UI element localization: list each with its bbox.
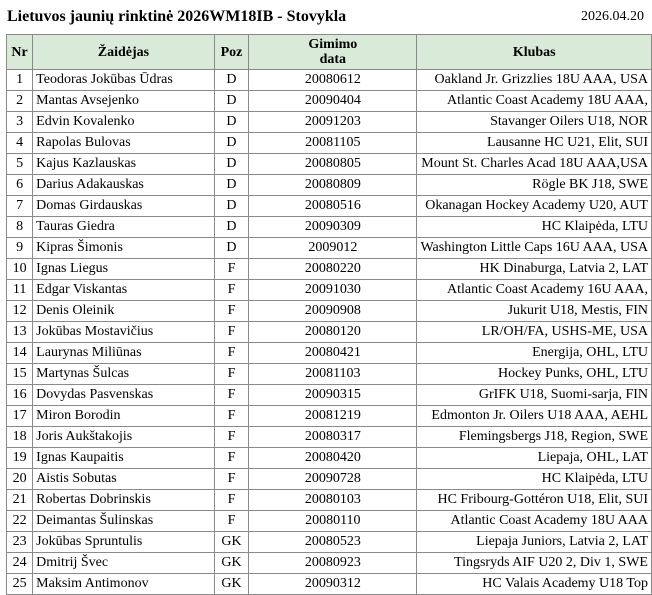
cell-position: D	[214, 175, 248, 196]
column-header-club: Klubas	[417, 35, 652, 70]
table-row	[7, 469, 652, 490]
cell-club: HC Klaipėda, LTU	[417, 217, 652, 238]
cell-player-name: Ignas Liegus	[33, 259, 215, 280]
cell-position: D	[214, 91, 248, 112]
cell-player-name: Dovydas Pasvenskas	[33, 385, 215, 406]
cell-club: Oakland Jr. Grizzlies 18U AAA, USA	[417, 70, 652, 91]
cell-position: GK	[214, 532, 248, 553]
cell-position: F	[214, 448, 248, 469]
cell-nr: 5	[7, 154, 33, 175]
cell-position: F	[214, 490, 248, 511]
cell-nr: 3	[7, 112, 33, 133]
cell-position: F	[214, 343, 248, 364]
cell-player-name: Maksim Antimonov	[33, 574, 215, 595]
table-row	[7, 427, 652, 448]
cell-club: Stavanger Oilers U18, NOR	[417, 112, 652, 133]
cell-birth-date: 20090728	[249, 469, 417, 490]
cell-nr: 14	[7, 343, 33, 364]
cell-position: D	[214, 112, 248, 133]
cell-birth-date: 20080421	[249, 343, 417, 364]
cell-nr: 13	[7, 322, 33, 343]
table-row	[7, 301, 652, 322]
cell-nr: 8	[7, 217, 33, 238]
table-row	[7, 112, 652, 133]
table-row	[7, 322, 652, 343]
cell-position: GK	[214, 553, 248, 574]
table-row	[7, 217, 652, 238]
cell-nr: 25	[7, 574, 33, 595]
column-header-nr: Nr	[7, 35, 33, 70]
cell-player-name: Edvin Kovalenko	[33, 112, 215, 133]
table-header-row	[7, 35, 652, 70]
cell-position: D	[214, 70, 248, 91]
cell-birth-date: 2009012	[249, 238, 417, 259]
table-row	[7, 532, 652, 553]
cell-club: Atlantic Coast Academy 16U AAA,	[417, 280, 652, 301]
cell-club: HC Valais Academy U18 Top	[417, 574, 652, 595]
cell-player-name: Aistis Sobutas	[33, 469, 215, 490]
cell-position: F	[214, 406, 248, 427]
cell-position: D	[214, 154, 248, 175]
cell-club: HK Dinaburga, Latvia 2, LAT	[417, 259, 652, 280]
cell-player-name: Kipras Šimonis	[33, 238, 215, 259]
cell-club: HC Klaipėda, LTU	[417, 469, 652, 490]
table-row	[7, 133, 652, 154]
cell-position: F	[214, 364, 248, 385]
cell-birth-date: 20081103	[249, 364, 417, 385]
cell-club: Lausanne HC U21, Elit, SUI	[417, 133, 652, 154]
cell-birth-date: 20080110	[249, 511, 417, 532]
cell-player-name: Kajus Kazlauskas	[33, 154, 215, 175]
cell-player-name: Robertas Dobrinskis	[33, 490, 215, 511]
cell-player-name: Dmitrij Švec	[33, 553, 215, 574]
cell-player-name: Rapolas Bulovas	[33, 133, 215, 154]
cell-position: D	[214, 217, 248, 238]
cell-nr: 6	[7, 175, 33, 196]
cell-player-name: Mantas Avsejenko	[33, 91, 215, 112]
cell-club: Liepaja, OHL, LAT	[417, 448, 652, 469]
cell-position: D	[214, 196, 248, 217]
cell-birth-date: 20081105	[249, 133, 417, 154]
cell-club: Hockey Punks, OHL, LTU	[417, 364, 652, 385]
table-row	[7, 364, 652, 385]
column-header-player: Žaidėjas	[33, 35, 215, 70]
cell-position: F	[214, 511, 248, 532]
cell-club: Rögle BK J18, SWE	[417, 175, 652, 196]
table-row	[7, 154, 652, 175]
table-row	[7, 70, 652, 91]
cell-player-name: Jokūbas Spruntulis	[33, 532, 215, 553]
cell-player-name: Martynas Šulcas	[33, 364, 215, 385]
roster-table	[6, 34, 652, 595]
table-row	[7, 238, 652, 259]
cell-nr: 24	[7, 553, 33, 574]
cell-birth-date: 20080809	[249, 175, 417, 196]
cell-player-name: Laurynas Miliūnas	[33, 343, 215, 364]
cell-player-name: Miron Borodin	[33, 406, 215, 427]
cell-nr: 22	[7, 511, 33, 532]
cell-club: Energija, OHL, LTU	[417, 343, 652, 364]
cell-nr: 21	[7, 490, 33, 511]
cell-player-name: Ignas Kaupaitis	[33, 448, 215, 469]
cell-birth-date: 20080805	[249, 154, 417, 175]
cell-club: Atlantic Coast Academy 18U AAA,	[417, 91, 652, 112]
cell-birth-date: 20080220	[249, 259, 417, 280]
cell-birth-date: 20080103	[249, 490, 417, 511]
cell-nr: 12	[7, 301, 33, 322]
table-row	[7, 196, 652, 217]
table-row	[7, 343, 652, 364]
cell-position: GK	[214, 574, 248, 595]
table-row	[7, 406, 652, 427]
cell-club: Flemingsbergs J18, Region, SWE	[417, 427, 652, 448]
cell-club: Edmonton Jr. Oilers U18 AAA, AEHL	[417, 406, 652, 427]
column-header-position: Poz	[214, 35, 248, 70]
cell-birth-date: 20080923	[249, 553, 417, 574]
cell-player-name: Denis Oleinik	[33, 301, 215, 322]
table-row	[7, 553, 652, 574]
cell-nr: 15	[7, 364, 33, 385]
cell-nr: 23	[7, 532, 33, 553]
cell-birth-date: 20080317	[249, 427, 417, 448]
cell-nr: 7	[7, 196, 33, 217]
cell-club: LR/OH/FA, USHS-ME, USA	[417, 322, 652, 343]
cell-birth-date: 20091030	[249, 280, 417, 301]
table-row	[7, 511, 652, 532]
cell-club: Washington Little Caps 16U AAA, USA	[417, 238, 652, 259]
cell-birth-date: 20090312	[249, 574, 417, 595]
cell-club: HC Fribourg-Gottéron U18, Elit, SUI	[417, 490, 652, 511]
cell-birth-date: 20080523	[249, 532, 417, 553]
cell-nr: 2	[7, 91, 33, 112]
cell-position: F	[214, 280, 248, 301]
cell-nr: 4	[7, 133, 33, 154]
cell-club: Liepaja Juniors, Latvia 2, LAT	[417, 532, 652, 553]
table-row	[7, 259, 652, 280]
table-row	[7, 490, 652, 511]
cell-birth-date: 20080420	[249, 448, 417, 469]
cell-position: F	[214, 469, 248, 490]
table-row	[7, 91, 652, 112]
cell-player-name: Darius Adakauskas	[33, 175, 215, 196]
cell-player-name: Deimantas Šulinskas	[33, 511, 215, 532]
table-row	[7, 574, 652, 595]
cell-nr: 17	[7, 406, 33, 427]
cell-club: Mount St. Charles Acad 18U AAA,USA	[417, 154, 652, 175]
cell-player-name: Domas Girdauskas	[33, 196, 215, 217]
cell-club: Jukurit U18, Mestis, FIN	[417, 301, 652, 322]
cell-nr: 9	[7, 238, 33, 259]
table-row	[7, 448, 652, 469]
cell-birth-date: 20080516	[249, 196, 417, 217]
column-header-birth-date: Gimimo data	[249, 35, 417, 70]
document-date: 2026.04.20	[581, 9, 644, 24]
cell-birth-date: 20080612	[249, 70, 417, 91]
cell-birth-date: 20090309	[249, 217, 417, 238]
cell-position: F	[214, 322, 248, 343]
cell-club: Okanagan Hockey Academy U20, AUT	[417, 196, 652, 217]
cell-player-name: Jokūbas Mostavičius	[33, 322, 215, 343]
table-row	[7, 175, 652, 196]
cell-position: D	[214, 238, 248, 259]
cell-position: F	[214, 427, 248, 448]
cell-nr: 1	[7, 70, 33, 91]
cell-player-name: Joris Aukštakojis	[33, 427, 215, 448]
cell-nr: 10	[7, 259, 33, 280]
cell-position: F	[214, 301, 248, 322]
cell-position: D	[214, 133, 248, 154]
cell-nr: 19	[7, 448, 33, 469]
document-title: Lietuvos jaunių rinktinė 2026WM18IB - Stovykla	[7, 8, 347, 25]
cell-player-name: Edgar Viskantas	[33, 280, 215, 301]
table-row	[7, 385, 652, 406]
cell-player-name: Tauras Giedra	[33, 217, 215, 238]
roster-table-body	[7, 70, 652, 595]
cell-position: F	[214, 385, 248, 406]
cell-birth-date: 20090404	[249, 91, 417, 112]
cell-club: Atlantic Coast Academy 18U AAA	[417, 511, 652, 532]
cell-player-name: Teodoras Jokūbas Ūdras	[33, 70, 215, 91]
document-header	[0, 0, 652, 34]
cell-nr: 11	[7, 280, 33, 301]
cell-nr: 16	[7, 385, 33, 406]
cell-birth-date: 20080120	[249, 322, 417, 343]
cell-birth-date: 20081219	[249, 406, 417, 427]
table-row	[7, 280, 652, 301]
cell-birth-date: 20091203	[249, 112, 417, 133]
cell-position: F	[214, 259, 248, 280]
cell-nr: 18	[7, 427, 33, 448]
cell-nr: 20	[7, 469, 33, 490]
cell-birth-date: 20090315	[249, 385, 417, 406]
cell-club: Tingsryds AIF U20 2, Div 1, SWE	[417, 553, 652, 574]
cell-club: GrIFK U18, Suomi-sarja, FIN	[417, 385, 652, 406]
cell-birth-date: 20090908	[249, 301, 417, 322]
